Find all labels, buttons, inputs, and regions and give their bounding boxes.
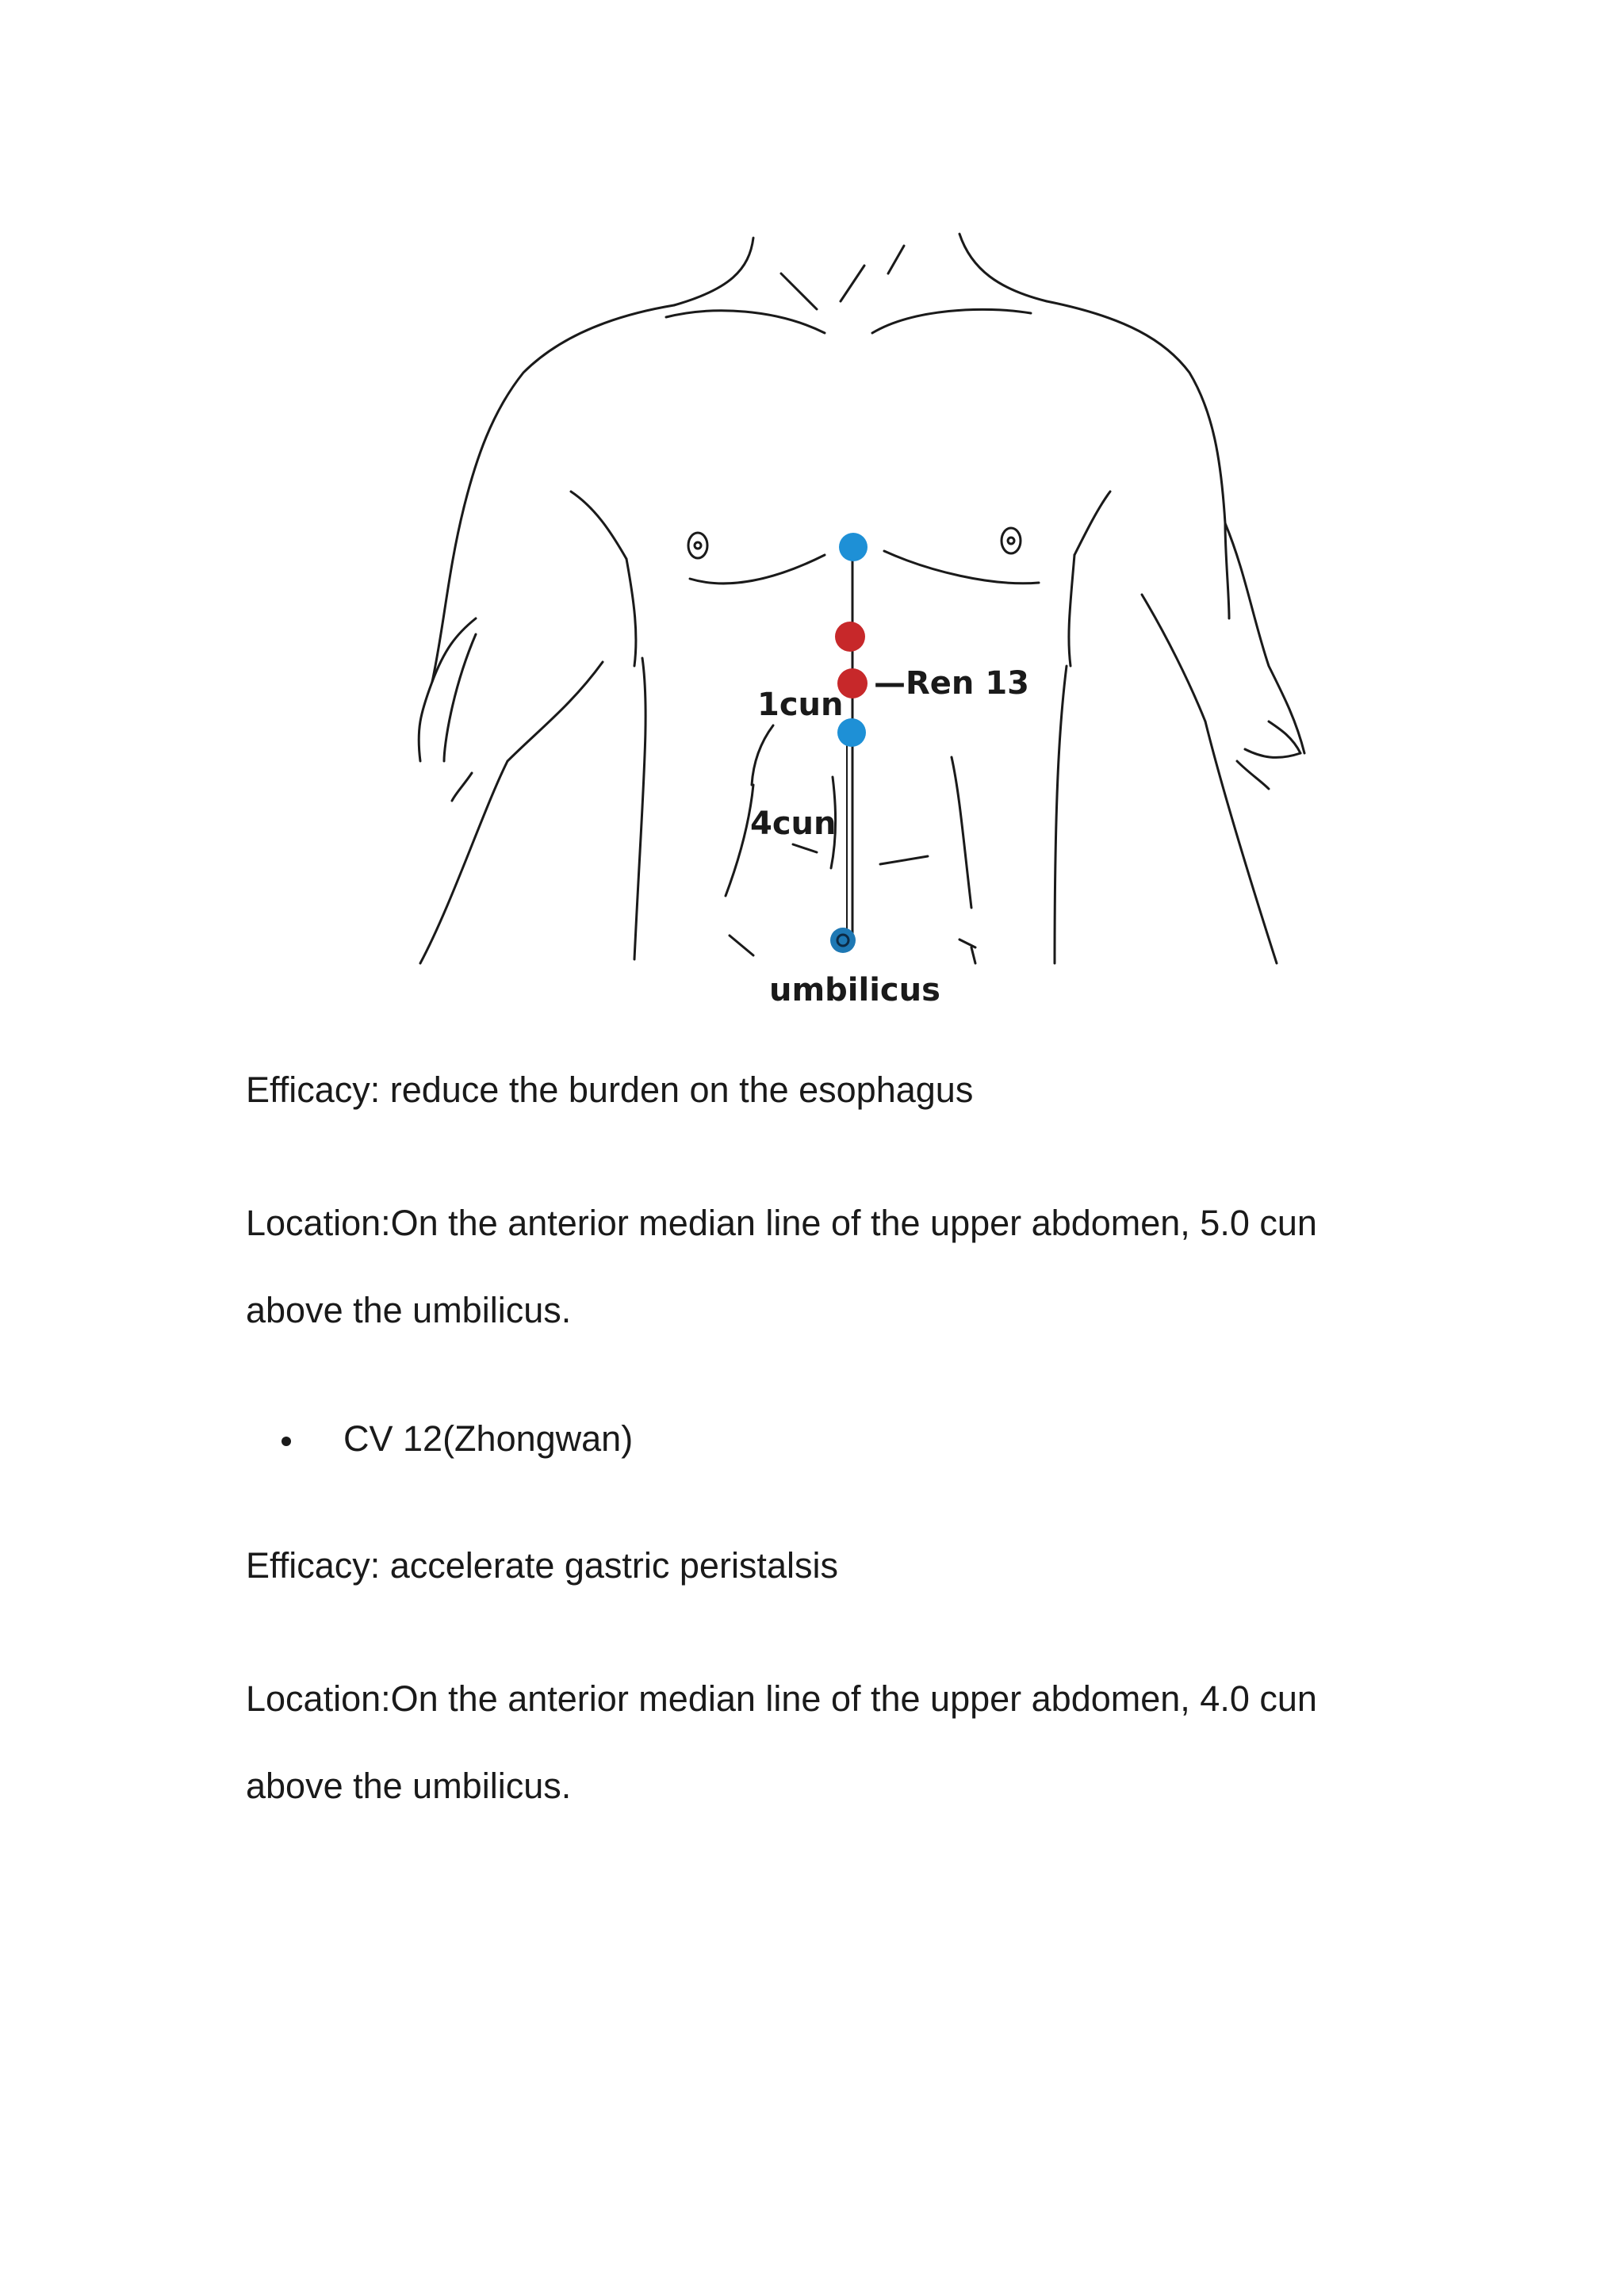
bullet-dot <box>282 1437 291 1446</box>
efficacy-text-1: Efficacy: reduce the burden on the esophagus <box>246 1070 974 1110</box>
location-text-1: Location:On the anterior median line of the upper abdomen, 5.0 cun above the umbilicus. <box>246 1203 1317 1330</box>
bullet-item-cv12 <box>282 1411 633 1467</box>
acupoint-red-upper <box>835 622 865 652</box>
location-text-2: Location:On the anterior median line of the upper abdomen, 4.0 cun above the umbilicus. <box>246 1678 1317 1806</box>
umbilicus-point <box>830 928 856 953</box>
label-ren13: —Ren 13 <box>874 665 1029 702</box>
label-1cun: 1cun <box>757 687 844 723</box>
label-umbilicus: umbilicus <box>769 972 940 1008</box>
label-4cun: 4cun <box>750 806 837 842</box>
torso-acupoint-diagram <box>0 0 1624 1047</box>
efficacy-text-2: Efficacy: accelerate gastric peristalsis <box>246 1545 838 1586</box>
bullet-text: CV 12(Zhongwan) <box>343 1418 634 1459</box>
torso-outline <box>419 234 1304 963</box>
acupoint-blue-top <box>839 533 868 561</box>
